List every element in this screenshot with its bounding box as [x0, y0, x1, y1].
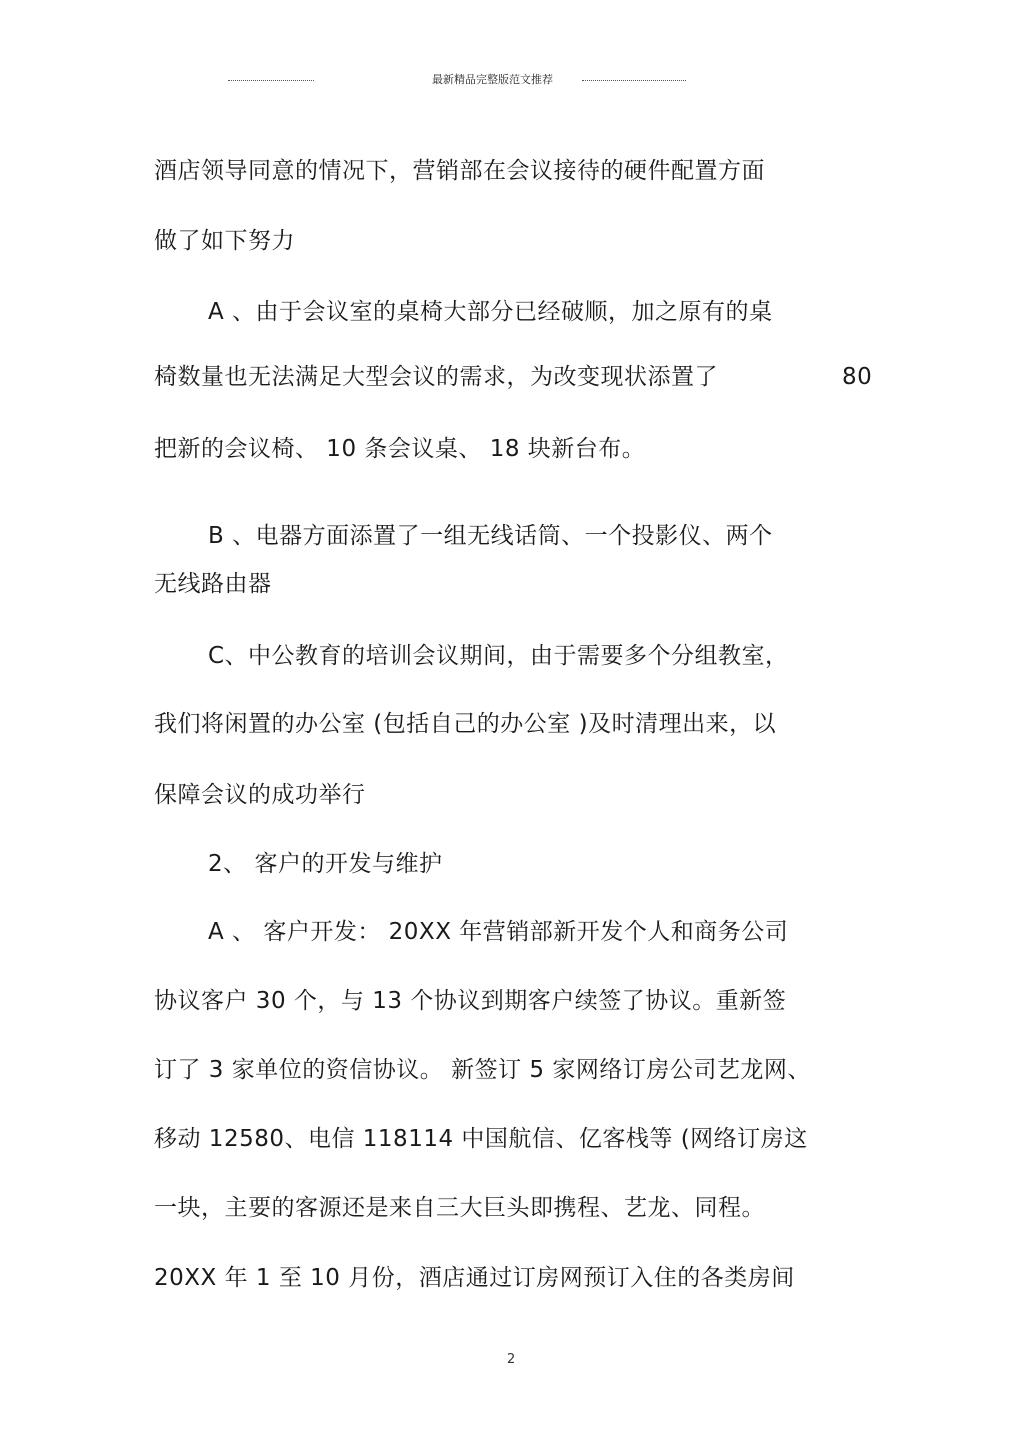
- body-line-15: 移动 12580、电信 118114 中国航信、亿客栈等 (网络订房这: [154, 1126, 808, 1152]
- body-line-1: 酒店领导同意的情况下，营销部在会议接待的硬件配置方面: [154, 158, 765, 184]
- header-title: 最新精品完整版范文推荐: [432, 73, 553, 86]
- body-line-14: 订了 3 家单位的资信协议。 新签订 5 家网络订房公司艺龙网、: [154, 1057, 811, 1083]
- header-rule-right: [582, 80, 686, 81]
- body-line-16: 一块，主要的客源还是来自三大巨头即携程、艺龙、同程。: [154, 1195, 765, 1221]
- body-line-2: 做了如下努力: [154, 228, 295, 254]
- header-rule-left: [228, 80, 314, 81]
- body-line-17: 20XX 年 1 至 10 月份，酒店通过订房网预订入住的各类房间: [154, 1265, 795, 1291]
- body-line-7: 无线路由器: [154, 571, 272, 597]
- body-line-8: C、中公教育的培训会议期间，由于需要多个分组教室，: [208, 643, 789, 669]
- body-line-6: B 、电器方面添置了一组无线话筒、一个投影仪、两个: [208, 523, 773, 549]
- body-line-3: A 、由于会议室的桌椅大部分已经破顺，加之原有的桌: [208, 299, 773, 325]
- body-line-11: 2、 客户的开发与维护: [208, 851, 443, 877]
- body-line-12: A 、 客户开发： 20XX 年营销部新开发个人和商务公司: [208, 919, 789, 945]
- body-line-13: 协议客户 30 个，与 13 个协议到期客户续签了协议。重新签: [154, 988, 787, 1014]
- body-line-4-number: 80: [842, 364, 873, 390]
- body-line-5: 把新的会议椅、 10 条会议桌、 18 块新台布。: [154, 436, 646, 462]
- page-number: 2: [507, 1352, 516, 1367]
- body-line-4: 椅数量也无法满足大型会议的需求，为改变现状添置了: [154, 364, 718, 390]
- body-line-10: 保障会议的成功举行: [154, 782, 366, 808]
- body-line-9: 我们将闲置的办公室 (包括自己的办公室 )及时清理出来，以: [154, 711, 777, 737]
